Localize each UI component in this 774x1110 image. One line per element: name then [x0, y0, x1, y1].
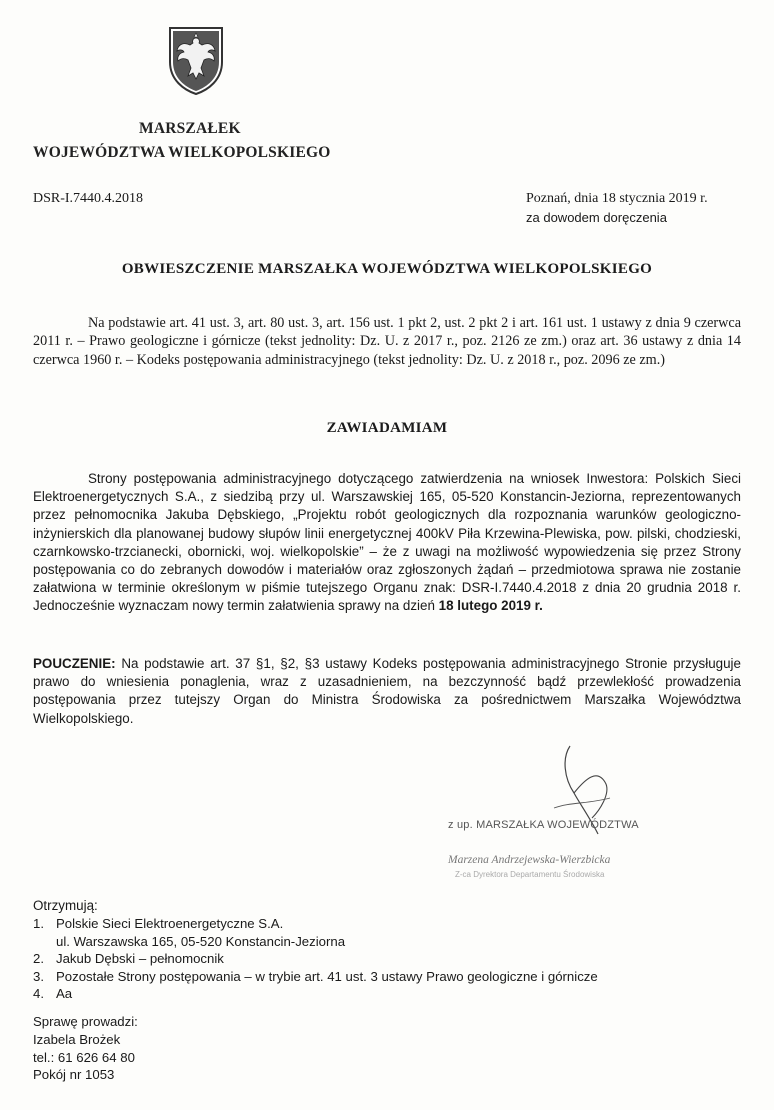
signatory-name: Marzena Andrzejewska-Wierzbicka	[448, 854, 611, 866]
recipient-item	[33, 968, 598, 986]
handled-by-label: Sprawę prowadzi:	[33, 1014, 138, 1029]
recipient-number: 2.	[33, 951, 44, 967]
recipient-item	[33, 915, 598, 933]
notice-body: Strony postępowania administracyjnego dotyczącego zatwierdzenia na wniosek Inwestora: Polskich Sieci Elektroenergetycznych S.A., z siedzibą przy ul. Warszawskiej 165, 05-520 Konstancin-Jeziorna, reprezentowanych przez pełnomocnika Jakuba Dębskiego, „Projektu robót geologicznych dla rozpoznania warunków geologiczno-inżynierskich dla planowanej budowy słupów linii energetycznej 400kV Piła Krzewina-Plewiska, pow. pilski, chodzieski, czarnkowsko-trzcianecki, obornicki, woj. wielkopolskie” – że z uwagi na możliwość wypowiedzenia się przez Strony postępowania co do zebranych dowodów i materiałów oraz zgłoszonych żądań – przedmiotowa sprawa nie zostanie załatwiona w terminie określonym w piśmie tutejszego Organu znak: DSR-I.7440.4.2018 z dnia 20 grudnia 2018 r. Jednocześnie wyznaczam nowy termin załatwienia sprawy na dzień	[33, 471, 741, 614]
handler-phone: tel.: 61 626 64 80	[33, 1049, 135, 1065]
notify-heading: ZAWIADAMIAM	[326, 420, 448, 436]
recipient-text: Pozostałe Strony postępowania – w trybie art. 41 ust. 3 ustawy Prawo geologiczne i górnicze	[56, 968, 598, 984]
recipients-list	[33, 915, 598, 1003]
office-header-line1: MARSZAŁEK	[139, 120, 241, 137]
notice-paragraph	[33, 470, 741, 616]
recipients-heading: Otrzymują:	[33, 898, 98, 913]
case-reference: DSR-I.7440.4.2018	[33, 191, 144, 206]
instruction-body: Na podstawie art. 37 §1, §2, §3 ustawy Kodeks postępowania administracyjnego Stronie przysługuje prawo do wniesienia ponaglenia, wraz z uzasadnieniem, na bezczynność bądź przewlekłość prowadzenia postępowania przez tutejszy Organ do Ministra Środowiska za pośrednictwem Marszałka Województwa Wielkopolskiego.	[33, 656, 741, 726]
recipient-text: Aa	[56, 986, 73, 1002]
recipient-address: ul. Warszawska 165, 05-520 Konstancin-Jeziorna	[56, 933, 346, 949]
recipient-item	[33, 985, 598, 1003]
eagle-coat-of-arms-icon	[164, 24, 228, 96]
recipient-item	[33, 950, 598, 968]
office-header-line2: WOJEWÓDZTWA WIELKOPOLSKIEGO	[33, 144, 331, 161]
legal-basis-paragraph: Na podstawie art. 41 ust. 3, art. 80 ust. 3, art. 156 ust. 1 pkt 2, ust. 2 pkt 2 i art. 161 ust. 1 ustawy z dnia 9 czerwca 2011 r. – Prawo geologiczne i górnicze (tekst jednolity: Dz. U. z 2017 r., poz. 2126 ze zm.) oraz art. 36 ustawy z dnia 14 czerwca 1960 r. – Kodeks postępowania administracyjnego (tekst jednolity: Dz. U. z 2018 r., poz. 2096 ze zm.)	[33, 315, 741, 368]
signature-stamp: z up. MARSZAŁKA WOJEWÓDZTWA	[448, 819, 639, 831]
recipient-number: 4.	[33, 986, 44, 1002]
recipient-number: 3.	[33, 968, 44, 984]
place-and-date: Poznań, dnia 18 stycznia 2019 r.	[526, 191, 708, 206]
handled-by-block	[33, 1013, 138, 1084]
handler-name: Izabela Brożek	[33, 1031, 121, 1047]
instruction-label: POUCZENIE:	[33, 656, 116, 671]
signatory-role: Z-ca Dyrektora Departamentu Środowiska	[455, 870, 605, 879]
document-title: OBWIESZCZENIE MARSZAŁKA WOJEWÓDZTWA WIELKOPOLSKIEGO	[121, 261, 653, 277]
delivery-note: za dowodem doręczenia	[526, 210, 667, 225]
recipient-text: Jakub Dębski – pełnomocnik	[56, 951, 224, 967]
handler-room: Pokój nr 1053	[33, 1067, 115, 1083]
recipient-number: 1.	[33, 916, 44, 931]
new-deadline: 18 lutego 2019 r.	[438, 598, 543, 614]
instruction-paragraph	[33, 655, 741, 728]
recipient-text: Polskie Sieci Elektroenergetyczne S.A.	[56, 916, 284, 931]
